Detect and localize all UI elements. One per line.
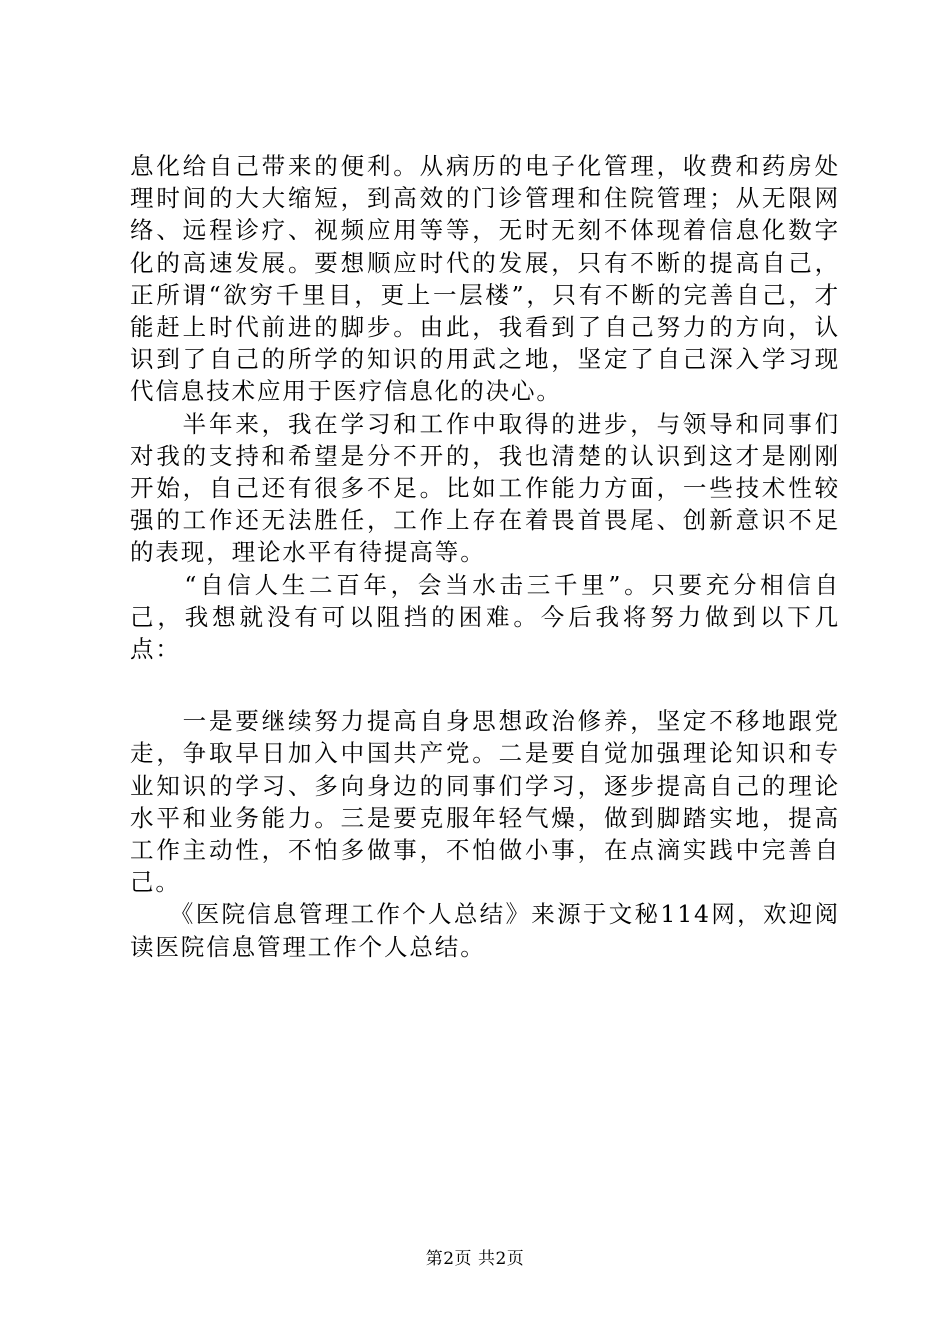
paragraph-goals: 一是要继续努力提高自身思想政治修养，坚定不移地跟党走，争取早日加入中国共产党。二是要自觉加强理论知识和专业知识的学习、多向身边的同事们学习，逐步提高自己的理论水平和业务能力。三是要克服年轻气燥，做到脚踏实地，提高工作主动性，不怕多做事，不怕做小事，在点滴实践中完善自己。 [130, 707, 840, 897]
paragraph-source-note: 《医院信息管理工作个人总结》来源于文秘114网，欢迎阅读医院信息管理工作个人总结。 [130, 900, 840, 961]
paragraph-gap [130, 665, 840, 705]
page-footer: 第2页 共2页 [425, 1249, 525, 1269]
paragraph-confidence: “自信人生二百年，会当水击三千里”。只要充分相信自己，我想就没有可以阻挡的困难。今后我将努力做到以下几点： [130, 570, 840, 664]
paragraph-progress: 半年来，我在学习和工作中取得的进步，与领导和同事们对我的支持和希望是分不开的，我也清楚的认识到这才是刚刚开始，自己还有很多不足。比如工作能力方面，一些技术性较强的工作还无法胜任，工作上存在着畏首畏尾、创新意识不足的表现，理论水平有待提高等。 [130, 409, 840, 567]
paragraph-intro-continuation: 息化给自己带来的便利。从病历的电子化管理，收费和药房处理时间的大大缩短，到高效的门诊管理和住院管理；从无限网络、远程诊疗、视频应用等等，无时无刻不体现着信息化数字化的高速发展。要想顺应时代的发展，只有不断的提高自己，正所谓“欲穷千里目，更上一层楼”，只有不断的完善自己，才能赶上时代前进的脚步。由此，我看到了自己努力的方向，认识到了自己的所学的知识的用武之地，坚定了自己深入学习现代信息技术应用于医疗信息化的决心。 [130, 152, 840, 406]
document-body [130, 150, 840, 963]
